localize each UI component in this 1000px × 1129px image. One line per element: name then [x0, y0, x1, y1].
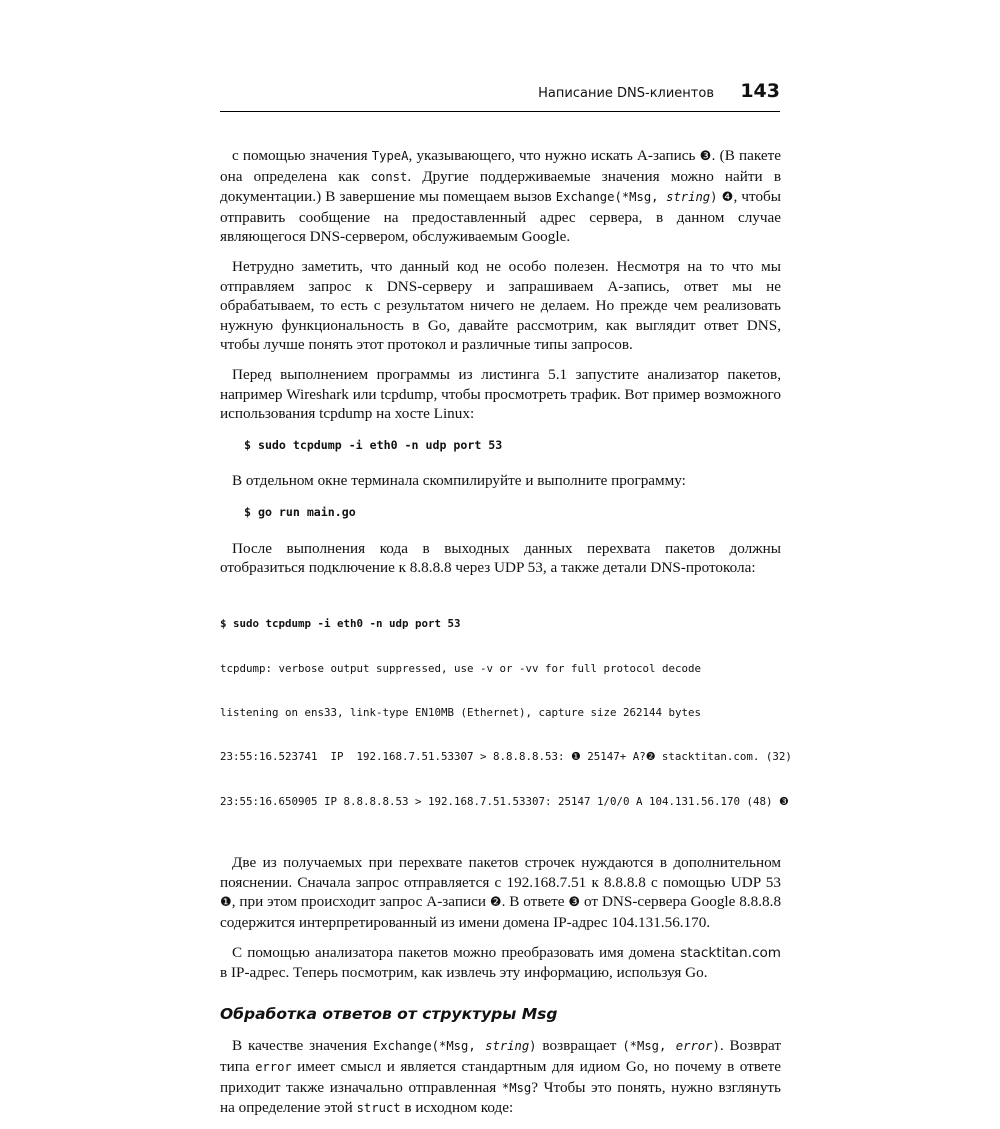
inline-code: ): [712, 1039, 720, 1054]
inline-code: (*Msg,: [622, 1039, 676, 1054]
callout-marker: ❷: [489, 895, 502, 911]
text-run: , указывающего, что нужно искать A-запись: [408, 147, 700, 164]
inline-code: error: [675, 1039, 713, 1054]
inline-code: struct: [356, 1101, 401, 1116]
running-header: [220, 80, 780, 108]
paragraph: [220, 471, 781, 491]
text-run: В качестве значения: [232, 1037, 373, 1055]
inline-code: string: [666, 190, 711, 205]
text-run: Нетрудно заметить, что данный код не особо полезен. Несмотря на то что мы отправляем запрос к DNS-серверу и запрашиваем A-запись, ответ мы не обрабатываем, то есть с результатом ничего не делаем. Но прежде чем реализовать нужную функциональность в Go, давайте рассмотрим, как выглядит ответ DNS, чтобы лучше понять этот протокол и различные типы запросов.: [220, 257, 781, 354]
inline-code: const: [370, 169, 408, 184]
text-run: , чтобы отправить сообщение на предоставленный адрес сервера, в данном случае являющегося DNS-сервером, обслуживаемым Google.: [220, 188, 781, 246]
text-run: . Возврат типа: [220, 1037, 782, 1075]
inline-code: *Msg: [501, 1080, 532, 1095]
paragraph: [220, 365, 781, 424]
paragraph: [220, 146, 781, 247]
page-number: 143: [740, 80, 780, 102]
chapter-title: Написание DNS-клиентов: [538, 86, 714, 101]
callout-marker: ❹: [721, 190, 734, 206]
inline-code: ): [529, 1039, 537, 1054]
command-go-run: $ go run main.go: [244, 504, 356, 519]
inline-code: string: [485, 1039, 530, 1054]
inline-code: TypeA: [371, 149, 409, 163]
text-run: ? Чтобы это понять, нужно взглянуть на определение этой: [220, 1078, 781, 1117]
paragraph: [220, 539, 781, 578]
text-run: После выполнения кода в выходных данных перехвата пакетов должны отобразиться подключение к 8.8.8.8 через UDP 53, а также детали DNS-протокола:: [220, 539, 781, 577]
text-run: С помощью анализатора пакетов можно преобразовать имя домена: [232, 943, 681, 961]
text-run: в исходном коде:: [400, 1099, 514, 1117]
command-tcpdump: $ sudo tcpdump -i eth0 -n udp port 53: [244, 437, 503, 452]
text-run: . (В пакете она определена как: [220, 147, 781, 185]
text-run: имеет смысл и является стандартным для идиом Go, но почему в ответе приходит также изначально отправленная: [220, 1057, 781, 1096]
text-run: . В ответе: [501, 893, 569, 911]
paragraph: [220, 257, 781, 355]
page-body: [220, 146, 792, 1129]
text-run: В отдельном окне терминала скомпилируйте и выполните программу:: [232, 472, 686, 490]
inline-code: Exchange(*Msg,: [372, 1039, 486, 1054]
text-run: от DNS-сервера Google 8.8.8.8 содержится интерпретированный из имени домена IP-адрес 104.131.56.170.: [220, 893, 782, 932]
tcpdump-output: [220, 588, 792, 840]
inline-code: stacktitan.com: [680, 944, 781, 961]
text-run: в IP-адрес. Теперь посмотрим, как извлечь эту информацию, используя Go.: [220, 964, 708, 982]
section-heading: Обработка ответов от структуры Msg: [220, 1004, 558, 1023]
text-run: с помощью значения: [232, 147, 372, 164]
inline-code: Exchange(*Msg,: [555, 190, 667, 205]
output-line: $ sudo tcpdump -i eth0 -n udp port 53: [220, 617, 461, 631]
inline-code: error: [255, 1059, 292, 1074]
output-line: listening on ens33, link-type EN10MB (Ethernet), capture size 262144 bytes: [220, 706, 702, 720]
callout-marker: ❸: [699, 149, 712, 164]
callout-marker: ❸: [568, 895, 581, 911]
text-run: , при этом происходит запрос A-записи: [231, 893, 490, 911]
text-run: Две из получаемых при перехвате пакетов строчек нуждаются в дополнительном пояснении. Сначала запрос отправляется с 192.168.7.51 к 8.8.8.8 с помощью UDP 53: [220, 854, 781, 891]
paragraph: [220, 853, 781, 932]
output-line: tcpdump: verbose output suppressed, use -v or -vv for full protocol decode: [220, 661, 702, 675]
text-run: возвращает: [536, 1037, 623, 1055]
paragraph: [220, 1036, 781, 1118]
text-run: Перед выполнением программы из листинга 5.1 запустите анализатор пакетов, например Wireshark или tcpdump, чтобы просмотреть трафик. Вот пример возможного использования tcpdump на хосте Linux:: [220, 365, 782, 423]
output-line: 23:55:16.650905 IP 8.8.8.8.53 > 192.168.7.51.53307: 25147 1/0/0 A 104.131.56.170 (48) ❸: [220, 794, 789, 808]
paragraph: [220, 943, 781, 983]
text-run: . Другие поддерживаемые значения можно найти в документации.) В завершение мы помещаем вызов: [220, 167, 781, 206]
header-rule: [220, 111, 780, 112]
output-line: 23:55:16.523741 IP 192.168.7.51.53307 > 8.8.8.8.53: ❶ 25147+ A?❷ stacktitan.com. (32): [220, 750, 792, 764]
callout-marker: ❶: [220, 895, 232, 911]
inline-code: ): [710, 190, 718, 205]
